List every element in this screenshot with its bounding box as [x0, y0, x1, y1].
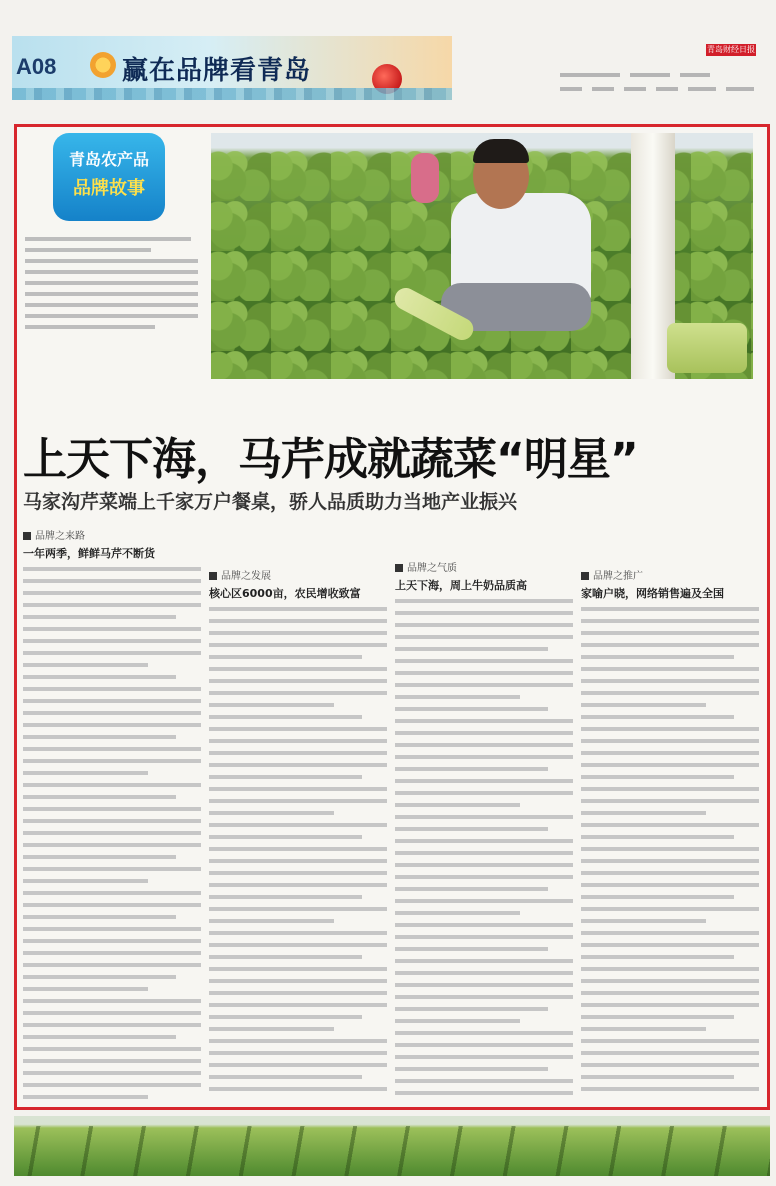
meta-line [560, 87, 582, 91]
text-line [581, 655, 734, 659]
masthead-meta-row [560, 64, 760, 74]
text-line [23, 891, 201, 895]
field-banner-image [14, 1116, 770, 1176]
text-line [581, 1015, 734, 1019]
background-person [411, 153, 439, 203]
column-body [23, 567, 201, 1099]
text-line [395, 815, 573, 819]
text-line [23, 795, 176, 799]
text-line [395, 839, 573, 843]
meta-line [726, 87, 754, 91]
text-line [581, 871, 759, 875]
text-line [395, 935, 573, 939]
text-line [23, 855, 176, 859]
text-line [25, 270, 198, 274]
text-line [23, 663, 148, 667]
text-line [25, 237, 191, 241]
text-line [581, 931, 759, 935]
article-headline: 上天下海，马芹成就蔬菜“明星” [23, 434, 638, 485]
meta-line [592, 87, 614, 91]
text-line [209, 643, 387, 647]
text-line [581, 859, 759, 863]
text-line [209, 847, 387, 851]
text-line [25, 292, 198, 296]
text-line [23, 843, 201, 847]
text-line [395, 1079, 573, 1083]
text-line [23, 759, 201, 763]
text-line [581, 883, 759, 887]
masthead-logo-area [606, 44, 756, 56]
text-line [23, 735, 176, 739]
text-line [395, 731, 573, 735]
text-line [581, 967, 759, 971]
text-line [23, 639, 201, 643]
text-line [23, 975, 176, 979]
text-line [23, 1047, 201, 1051]
text-line [209, 775, 362, 779]
text-line [209, 1003, 387, 1007]
column-title: 核心区6000亩，农民增收致富 [209, 587, 361, 600]
text-line [23, 999, 201, 1003]
text-line [395, 1043, 573, 1047]
text-line [395, 959, 573, 963]
text-line [209, 703, 334, 707]
text-line [209, 739, 387, 743]
text-line [395, 599, 573, 603]
field-furrows [14, 1126, 770, 1176]
text-line [209, 907, 387, 911]
meta-line [688, 87, 716, 91]
text-line [209, 811, 334, 815]
text-line [581, 643, 759, 647]
column-body [395, 599, 573, 1095]
column-heading [209, 567, 387, 601]
text-line [209, 799, 387, 803]
text-line [23, 687, 201, 691]
text-line [395, 995, 573, 999]
brand-story-badge [53, 133, 165, 221]
text-line [23, 783, 201, 787]
text-line [209, 931, 387, 935]
masthead-meta-row [560, 78, 760, 88]
text-line [25, 303, 198, 307]
text-line [23, 1071, 201, 1075]
text-line [395, 863, 573, 867]
text-line [395, 923, 573, 927]
text-line [23, 711, 201, 715]
text-line [209, 619, 387, 623]
text-line [581, 847, 759, 851]
text-line [23, 615, 176, 619]
text-line [395, 623, 573, 627]
text-line [209, 1075, 362, 1079]
text-line [209, 751, 387, 755]
farmer-hair [473, 139, 529, 163]
text-line [25, 248, 151, 252]
text-line [581, 955, 734, 959]
text-line [23, 963, 201, 967]
text-line [581, 979, 759, 983]
text-line [209, 691, 387, 695]
text-line [23, 723, 201, 727]
page-header-band [12, 36, 452, 100]
text-line [581, 619, 759, 623]
text-line [581, 691, 759, 695]
text-line [395, 887, 548, 891]
text-line [395, 1091, 573, 1095]
text-line [395, 971, 573, 975]
text-line [581, 1003, 759, 1007]
text-line [23, 603, 201, 607]
text-line [25, 281, 198, 285]
column-heading [23, 527, 201, 561]
text-line [395, 647, 548, 651]
text-line [23, 675, 176, 679]
column-title: 上天下海，周上牛奶品质高 [395, 579, 527, 592]
text-line [581, 739, 759, 743]
text-line [395, 779, 573, 783]
text-line [581, 727, 759, 731]
text-line [581, 943, 759, 947]
text-line [395, 611, 573, 615]
text-line [395, 743, 573, 747]
text-line [23, 627, 201, 631]
text-line [209, 1015, 362, 1019]
text-line [23, 903, 201, 907]
text-line [23, 1023, 201, 1027]
text-line [581, 607, 759, 611]
text-line [395, 719, 573, 723]
column-body [581, 607, 759, 1091]
meta-line [560, 73, 620, 77]
text-line [395, 1007, 548, 1011]
text-line [395, 947, 548, 951]
text-line [23, 939, 201, 943]
column-kicker: 品牌之推广 [581, 567, 759, 582]
text-line [395, 695, 520, 699]
text-line [23, 699, 201, 703]
text-line [23, 807, 201, 811]
text-line [209, 883, 387, 887]
text-line [581, 1039, 759, 1043]
text-line [209, 715, 362, 719]
text-line [395, 899, 573, 903]
page-number: A08 [16, 54, 57, 79]
text-line [23, 1011, 201, 1015]
text-line [209, 1051, 387, 1055]
skyline-graphic [12, 88, 452, 100]
text-line [395, 1031, 573, 1035]
text-line [209, 787, 387, 791]
text-line [395, 875, 573, 879]
text-line [209, 1027, 334, 1031]
text-line [209, 871, 387, 875]
text-line [23, 831, 201, 835]
paper-logo: 青岛财经日报 [707, 45, 755, 54]
article-column [209, 567, 387, 1099]
text-line [209, 1087, 387, 1091]
text-line [581, 991, 759, 995]
text-line [209, 823, 387, 827]
column-heading [395, 559, 573, 593]
text-line [23, 1095, 148, 1099]
column-kicker: 品牌之气质 [395, 559, 573, 574]
column-kicker: 品牌之发展 [209, 567, 387, 582]
text-line [395, 851, 573, 855]
text-line [209, 943, 387, 947]
text-line [23, 771, 148, 775]
text-line [209, 919, 334, 923]
meta-line [624, 87, 646, 91]
text-line [395, 827, 548, 831]
text-line [209, 1039, 387, 1043]
text-line [395, 1019, 520, 1023]
text-line [581, 1027, 706, 1031]
column-title: 一年两季，鲜鲜马芹不断货 [23, 547, 155, 560]
text-line [581, 811, 706, 815]
article-column [23, 527, 201, 1107]
text-line [395, 911, 520, 915]
text-line [23, 747, 201, 751]
column-kicker: 品牌之来路 [23, 527, 201, 542]
column-body [209, 607, 387, 1091]
text-line [23, 927, 201, 931]
text-line [23, 951, 201, 955]
text-line [581, 799, 759, 803]
text-line [395, 791, 573, 795]
text-line [581, 667, 759, 671]
text-line [23, 987, 148, 991]
text-line [581, 787, 759, 791]
text-line [209, 835, 362, 839]
intro-text-block [25, 237, 205, 387]
text-line [209, 955, 362, 959]
text-line [209, 1063, 387, 1067]
badge-line2: 品牌故事 [73, 178, 145, 199]
text-line [395, 803, 520, 807]
text-line [581, 1087, 759, 1091]
text-line [25, 259, 198, 263]
column-title: 家喻户晓，网络销售遍及全国 [581, 587, 724, 600]
text-line [395, 1055, 573, 1059]
text-line [209, 655, 362, 659]
badge-line1: 青岛农产品 [68, 150, 149, 169]
column-heading [581, 567, 759, 601]
text-line [581, 715, 734, 719]
text-line [23, 1035, 176, 1039]
text-line [23, 651, 201, 655]
text-line [23, 567, 201, 571]
text-line [209, 631, 387, 635]
text-line [395, 1067, 548, 1071]
text-line [209, 679, 387, 683]
text-line [581, 775, 734, 779]
text-line [23, 1083, 201, 1087]
text-line [209, 895, 362, 899]
article-column [395, 559, 573, 1103]
text-line [25, 314, 198, 318]
text-line [209, 607, 387, 611]
text-line [581, 679, 759, 683]
text-line [581, 919, 706, 923]
meta-line [680, 73, 710, 77]
text-line [395, 659, 573, 663]
text-line [23, 591, 201, 595]
text-line [581, 1051, 759, 1055]
meta-line [630, 73, 670, 77]
text-line [25, 325, 155, 329]
article-photo [211, 133, 753, 379]
text-line [581, 703, 706, 707]
text-line [581, 1063, 759, 1067]
text-line [395, 683, 573, 687]
meta-line [656, 87, 678, 91]
text-line [581, 823, 759, 827]
text-line [395, 671, 573, 675]
text-line [581, 907, 759, 911]
text-line [581, 763, 759, 767]
text-line [23, 867, 201, 871]
article-subheadline: 马家沟芹菜端上千家万户餐桌，骄人品质助力当地产业振兴 [23, 491, 518, 513]
sun-icon [90, 52, 116, 78]
text-line [23, 819, 201, 823]
celery-pile [667, 323, 747, 373]
text-line [581, 895, 734, 899]
text-line [209, 859, 387, 863]
text-line [395, 767, 548, 771]
text-line [209, 667, 387, 671]
text-line [209, 763, 387, 767]
text-line [23, 879, 148, 883]
article-frame [14, 124, 770, 1110]
text-line [209, 967, 387, 971]
text-line [395, 983, 573, 987]
text-line [23, 1059, 201, 1063]
section-title: 赢在品牌看青岛 [122, 56, 312, 86]
text-line [395, 635, 573, 639]
text-line [209, 727, 387, 731]
text-line [581, 751, 759, 755]
text-line [581, 631, 759, 635]
text-line [209, 979, 387, 983]
text-line [395, 707, 548, 711]
text-line [395, 755, 573, 759]
text-line [23, 579, 201, 583]
text-line [23, 915, 176, 919]
text-line [581, 1075, 734, 1079]
article-column [581, 567, 759, 1099]
text-line [581, 835, 734, 839]
text-line [209, 991, 387, 995]
